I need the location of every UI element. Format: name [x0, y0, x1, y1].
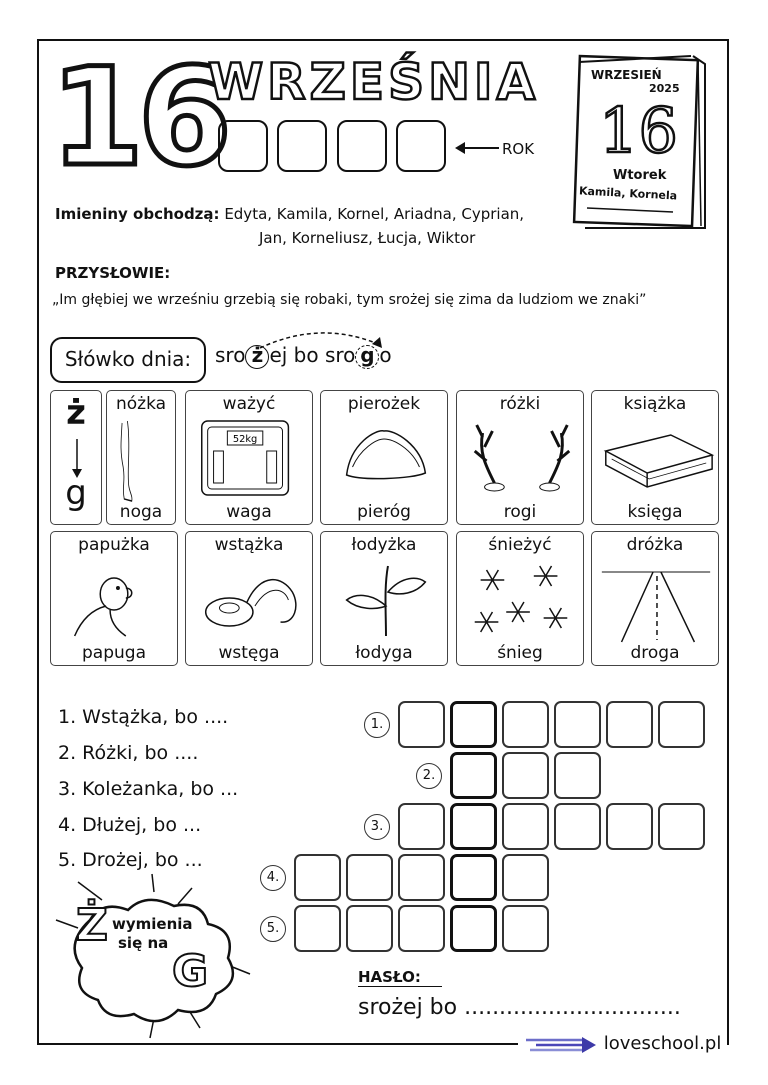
card-word-diminutive: papużka: [78, 535, 150, 555]
nameday-label: Imieniny obchodzą:: [55, 205, 220, 223]
crossword-cell[interactable]: [346, 854, 393, 901]
word-card-2: [185, 390, 313, 525]
crossword-cell[interactable]: [502, 803, 549, 850]
word-part-3: o: [379, 343, 392, 367]
crossword-number-1: 1.: [364, 712, 390, 738]
logo-text: loveschool.pl: [603, 1033, 722, 1054]
crossword-cell[interactable]: [502, 854, 549, 901]
rule-from-letter: ż: [66, 393, 86, 433]
card-word-base: rogi: [503, 502, 537, 522]
calendar-weekday: Wtorek: [613, 168, 667, 183]
year-digit-box-3[interactable]: [337, 120, 387, 172]
crossword-key-cell[interactable]: [450, 701, 497, 748]
calendar-year: 2025: [649, 82, 680, 95]
calendar-month: WRZESIEŃ: [591, 68, 662, 82]
proverb-heading: PRZYSŁOWIE:: [55, 264, 171, 282]
crossword-key-cell[interactable]: [450, 854, 497, 901]
calendar-day: 16: [599, 94, 678, 167]
nameday-names-line1: Edyta, Kamila, Kornel, Ariadna, Cyprian,: [224, 205, 525, 223]
word-of-day-label: Słówko dnia:: [50, 337, 206, 383]
year-digit-box-2[interactable]: [277, 120, 327, 172]
crossword-cell[interactable]: [554, 701, 601, 748]
card-word-diminutive: nóżka: [115, 394, 167, 414]
crossword-key-cell[interactable]: [450, 905, 497, 952]
arrow-logo-icon: [524, 1035, 598, 1053]
crossword-cell[interactable]: [606, 803, 653, 850]
arrow-left-icon: [455, 140, 500, 156]
word-card-10: [591, 531, 719, 666]
crossword-cell[interactable]: [502, 701, 549, 748]
bubble-letter-z: Ż: [76, 900, 108, 951]
card-word-base: śnieg: [497, 643, 543, 663]
card-word-diminutive: pierożek: [347, 394, 421, 414]
crossword-number-4: 4.: [260, 865, 286, 891]
day-number: 16: [50, 39, 226, 196]
card-word-diminutive: łodyżka: [351, 535, 417, 555]
clue-5: 5. Drożej, bo ...: [58, 849, 203, 871]
year-digit-box-1[interactable]: [218, 120, 268, 172]
card-word-diminutive: ważyć: [222, 394, 276, 414]
logo: [518, 1033, 727, 1054]
card-word-base: pieróg: [357, 502, 411, 522]
bubble-text-1: wymienia: [112, 915, 193, 933]
card-word-base: księga: [627, 502, 683, 522]
word-card-3: [320, 390, 448, 525]
word-part-1: sro: [215, 343, 246, 367]
nameday-names-line2: Jan, Korneliusz, Łucja, Wiktor: [259, 229, 476, 247]
proverb-text: „Im głębiej we wrześniu grzebią się robaki, tym srożej się zima da ludziom we znaki”: [52, 292, 647, 308]
card-word-base: łodyga: [355, 643, 413, 663]
word-of-day-example: [215, 343, 392, 369]
crossword-cell[interactable]: [294, 854, 341, 901]
card-word-base: wstęga: [218, 643, 280, 663]
crossword-cell[interactable]: [398, 803, 445, 850]
rule-card: [50, 390, 102, 525]
card-word-diminutive: śnieżyć: [488, 535, 552, 555]
crossword-number-5: 5.: [260, 916, 286, 942]
card-word-diminutive: dróżka: [626, 535, 684, 555]
year-digit-box-4[interactable]: [396, 120, 446, 172]
calendar-names: Kamila, Kornela: [578, 184, 678, 203]
word-card-7: [185, 531, 313, 666]
comic-bubble-icon: [50, 870, 260, 1045]
rule-to-letter: g: [65, 473, 87, 513]
clue-3: 3. Koleżanka, bo ...: [58, 778, 239, 800]
card-word-base: waga: [226, 502, 272, 522]
crossword-cell[interactable]: [658, 803, 705, 850]
card-word-base: droga: [630, 643, 680, 663]
crossword-cell[interactable]: [658, 701, 705, 748]
crossword-key-cell[interactable]: [450, 752, 497, 799]
circled-letter-z: ż: [245, 345, 269, 369]
card-word-diminutive: książka: [623, 394, 687, 414]
clue-1: 1. Wstążka, bo ....: [58, 706, 229, 728]
bubble-letter-g: G: [172, 946, 209, 997]
answer-underline: [358, 986, 442, 987]
bubble-text-2: się na: [118, 934, 169, 952]
crossword-cell[interactable]: [346, 905, 393, 952]
word-card-6: [50, 531, 178, 666]
circled-letter-g: g: [355, 345, 379, 369]
crossword-cell[interactable]: [398, 854, 445, 901]
card-word-diminutive: wstążka: [214, 535, 284, 555]
word-card-4: [456, 390, 584, 525]
year-label: ROK: [502, 140, 535, 158]
word-part-2: ej bo sro: [269, 343, 356, 367]
month-title: WRZEŚNIA: [208, 53, 540, 111]
word-card-9: [456, 531, 584, 666]
nameday-section: [55, 202, 555, 250]
crossword-cell[interactable]: [398, 905, 445, 952]
crossword-cell[interactable]: [606, 701, 653, 748]
word-card-8: [320, 531, 448, 666]
answer-line[interactable]: srożej bo ...............................: [358, 995, 681, 1020]
answer-heading: HASŁO:: [358, 968, 421, 986]
word-card-1: [106, 390, 176, 525]
crossword-cell[interactable]: [554, 752, 601, 799]
card-word-base: noga: [119, 502, 163, 522]
card-word-diminutive: różki: [499, 394, 541, 414]
crossword-cell[interactable]: [398, 701, 445, 748]
crossword-number-3: 3.: [364, 814, 390, 840]
crossword-key-cell[interactable]: [450, 803, 497, 850]
clue-2: 2. Różki, bo ....: [58, 742, 199, 764]
clue-4: 4. Dłużej, bo ...: [58, 814, 202, 836]
word-card-5: [591, 390, 719, 525]
crossword-number-2: 2.: [416, 763, 442, 789]
crossword-cell[interactable]: [294, 905, 341, 952]
crossword-cell[interactable]: [554, 803, 601, 850]
crossword-cell[interactable]: [502, 905, 549, 952]
calendar-widget: [565, 50, 709, 230]
card-word-base: papuga: [82, 643, 146, 663]
crossword-cell[interactable]: [502, 752, 549, 799]
svg-text:52kg: 52kg: [232, 433, 258, 446]
